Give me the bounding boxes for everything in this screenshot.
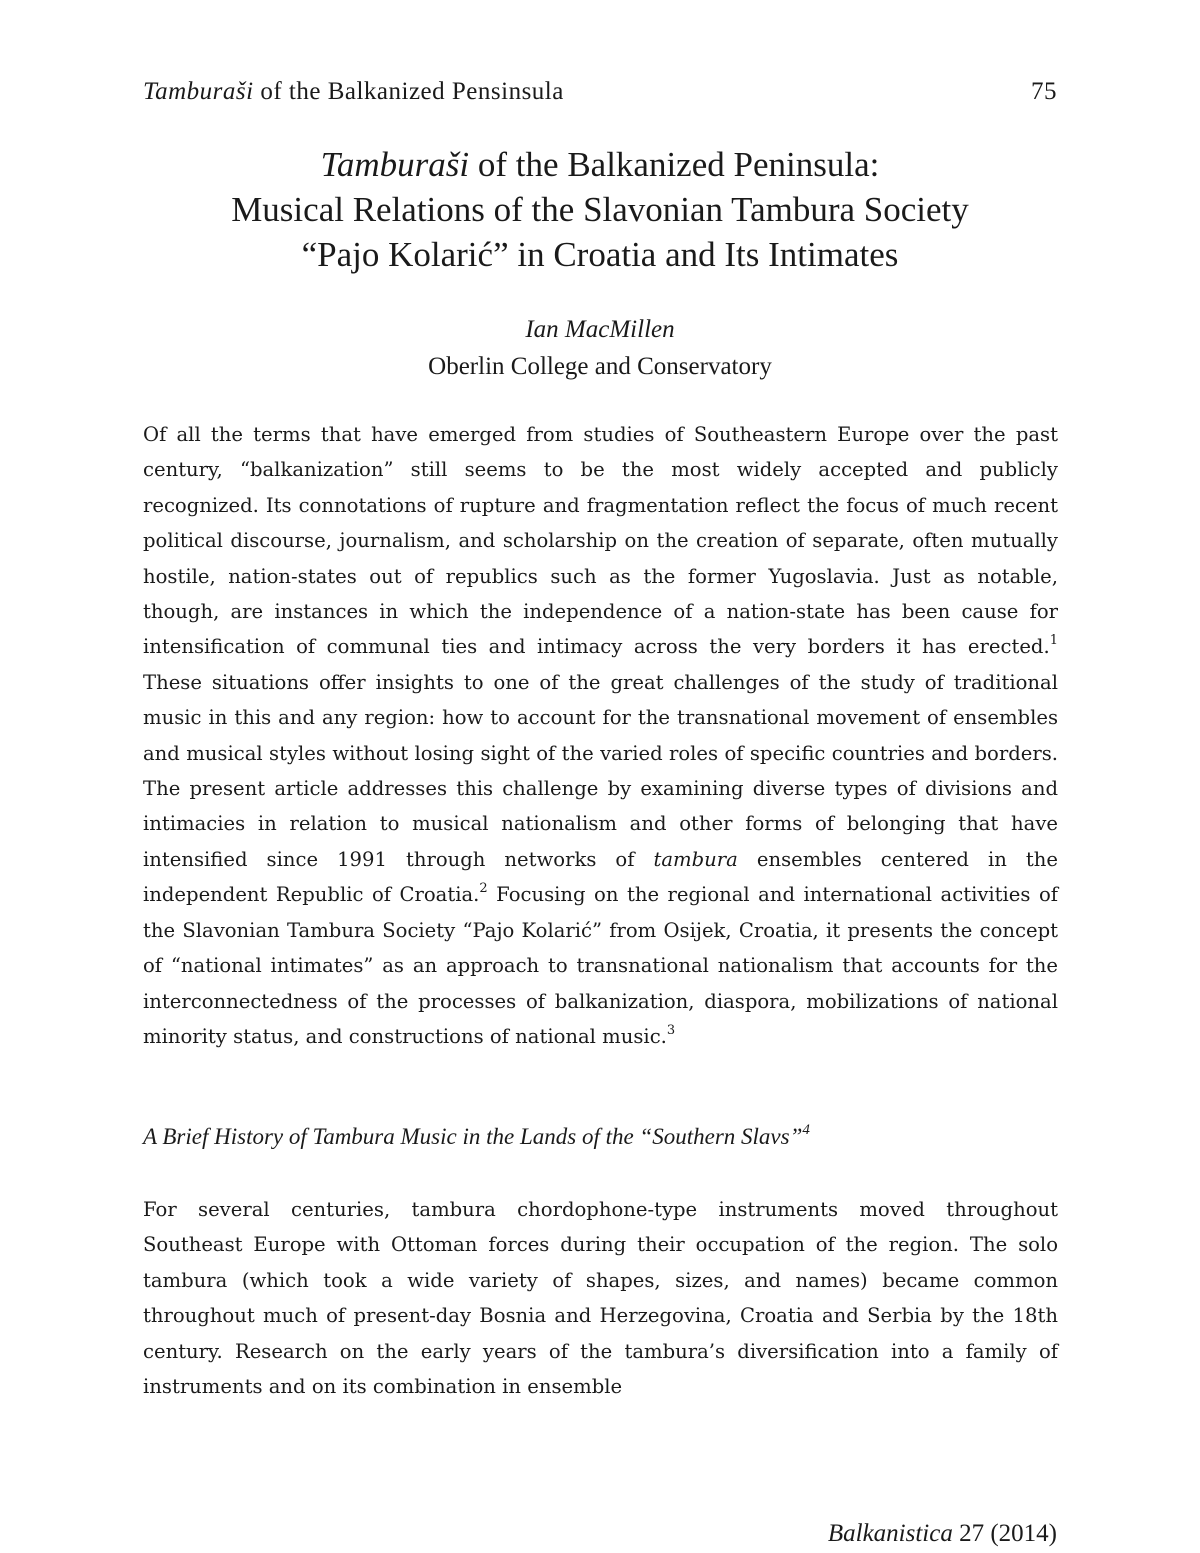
author-affiliation: Oberlin College and Conservatory	[428, 353, 772, 380]
running-head-title-italic: Tamburaši	[143, 78, 254, 105]
title-line-1-rest: of the Balkanized Peninsula:	[469, 145, 880, 184]
journal-name: Balkanistica	[827, 1520, 953, 1547]
author-name: Ian MacMillen	[525, 316, 675, 343]
footnote-ref-3[interactable]: 3	[666, 1022, 676, 1038]
section-heading	[143, 1124, 1058, 1150]
paragraph-1-term-italic: tambura	[653, 847, 738, 871]
page-number: 75	[1031, 78, 1057, 105]
paragraph-1-text-c: ensembles centered in the independent Republic of Croatia.	[143, 847, 1058, 907]
body-paragraph-1	[143, 417, 1058, 1054]
journal-volume: 27 (2014)	[952, 1520, 1057, 1547]
journal-citation	[828, 1520, 1057, 1548]
paragraph-1-text-d: Focusing on the regional and international activities of the Slavonian Tambura Society “Pajo Kolarić” from Osijek, Croatia, it presents the concept of “national intimates” as an approach to transnational nationalism that accounts for the interconnectedness of the processes of balkanization, diaspora, mobilizations of national minority status, and constructions of national music.	[143, 883, 1058, 1048]
body-paragraph-2: For several centuries, tambura chordophone-type instruments moved throughout Southeast Europe with Ottoman forces during their occupation of the region. The solo tambura (which took a wide variety of shapes, sizes, and names) became common throughout much of present-day Bosnia and Herzegovina, Croatia and Serbia by the 18th century. Research on the early years of the tambura’s diversification into a family of instruments and on its combination in ensemble	[143, 1198, 1058, 1399]
section-heading-text: A Brief History of Tambura Music in the Lands of the “Southern Slavs”	[143, 1124, 803, 1149]
title-line-1	[100, 142, 1100, 187]
footnote-ref-2[interactable]: 2	[479, 881, 488, 897]
footnote-ref-1[interactable]: 1	[1049, 633, 1058, 649]
paragraph-1-text-a: Of all the terms that have emerged from studies of Southeastern Europe over the past century, “balkanization” still seems to be the most widely accepted and publicly recognized. Its connotations of rupture and fragmentation reflect the focus of much recent political discourse, journalism, and scholarship on the creation of separate, often mutually hostile, nation-states out of republics such as the former Yugoslavia. Just as notable, though, are instances in which the independence of a nation-state has been cause for intensification of communal ties and intimacy across the very borders it has erected.	[143, 423, 1058, 659]
running-head-title-rest: of the Balkanized Pensinsula	[253, 78, 564, 105]
footnote-ref-4[interactable]: 4	[802, 1122, 810, 1138]
running-head-title	[143, 78, 564, 106]
running-head	[143, 78, 1057, 108]
title-line-1-italic: Tamburaši	[320, 145, 470, 184]
title-line-3: “Pajo Kolarić” in Croatia and Its Intimates	[301, 235, 899, 274]
article-title	[100, 142, 1100, 277]
paragraph-1-text-b: These situations offer insights to one of the great challenges of the study of traditional music in this and any region: how to account for the transnational movement of ensembles and musical styles without losing sight of the varied roles of specific countries and borders. The present article addresses this challenge by examining diverse types of divisions and intimacies in relation to musical nationalism and other forms of belonging that have intensified since 1991 through networks of	[143, 670, 1058, 871]
title-line-2: Musical Relations of the Slavonian Tambura Society	[231, 190, 969, 229]
